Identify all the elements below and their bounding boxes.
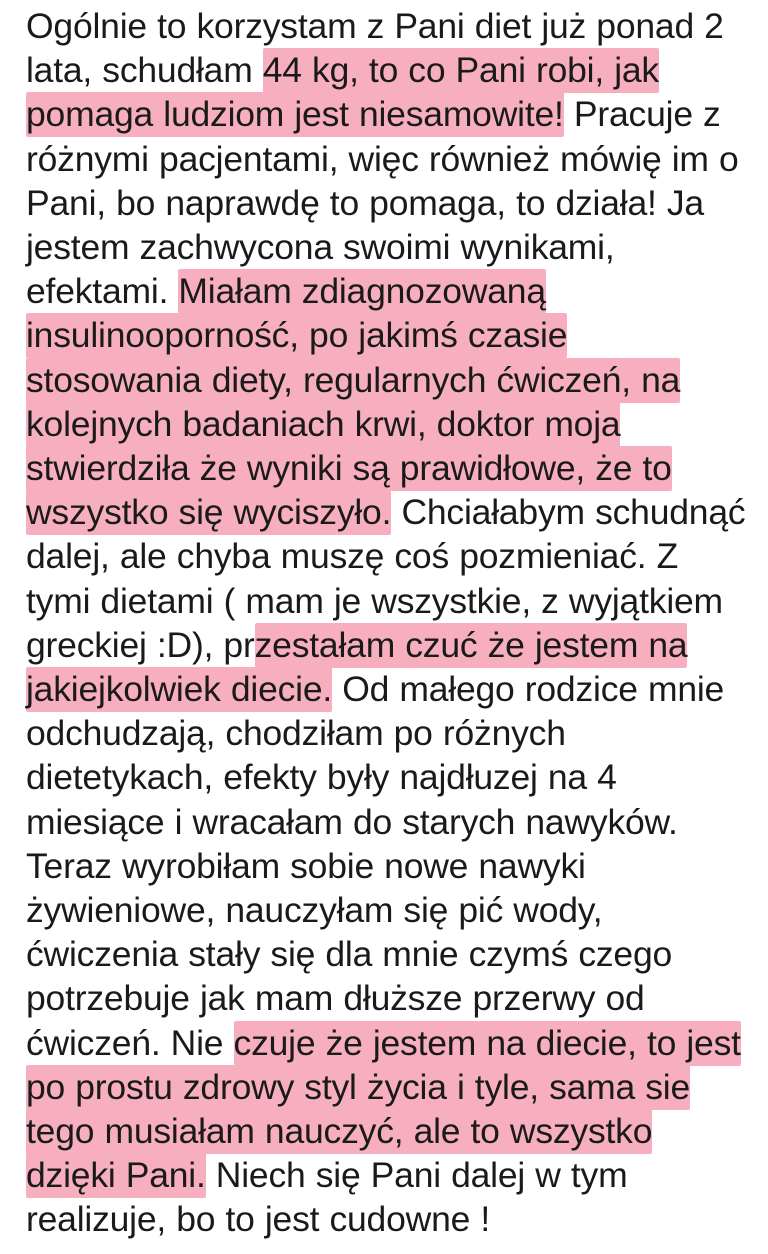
testimonial-highlight-1: 44 kg, to co Pani robi, jak pomaga ludziom jest niesamowite! bbox=[26, 48, 659, 137]
testimonial-segment-5: Niech się Pani dalej w tym realizuje, bo to jest cudowne ! bbox=[26, 1155, 628, 1240]
testimonial-segment-2: Pracuje z różnymi pacjentami, więc również mówię im o Pani, bo naprawdę to pomaga, to działa! Ja jestem zachwycona swoimi wynikami, efektami. bbox=[26, 94, 739, 312]
testimonial-highlight-3: zestałam czuć że jestem na jakiejkolwiek diecie. bbox=[26, 623, 687, 712]
testimonial-segment-4: Od małego rodzice mnie odchudzają, chodziłam po różnych dietetykach, efekty były najdłuzej na 4 miesiące i wracałam do starych nawyków. Teraz wyrobiłam sobie nowe nawyki żywieniowe, nauczyłam się pić wody, ćwiczenia stały się dla mnie czymś czego potrzebuje jak mam dłuższe przerwy od ćwiczeń. Nie bbox=[26, 669, 725, 1063]
testimonial-segment-1: Ogólnie to korzystam z Pani diet już ponad 2 lata, schudłam bbox=[26, 6, 724, 91]
testimonial-segment-3: Chciałabym schudnąć dalej, ale chyba muszę coś pozmieniać. Z tymi dietami ( mam je wszystkie, z wyjątkiem greckiej :D), pr bbox=[26, 492, 746, 665]
testimonial-highlight-2: Miałam zdiagnozowaną insulinooporność, po jakimś czasie stosowania diety, regularnych ćwiczeń, na kolejnych badaniach krwi, doktor moja stwierdziła że wyniki są prawidłowe, że to wszystko się wyciszyło. bbox=[26, 269, 680, 535]
testimonial-highlight-4: czuje że jestem na diecie, to jest po prostu zdrowy styl życia i tyle, sama sie tego musiałam nauczyć, ale to wszystko dzięki Pani. bbox=[26, 1021, 741, 1199]
